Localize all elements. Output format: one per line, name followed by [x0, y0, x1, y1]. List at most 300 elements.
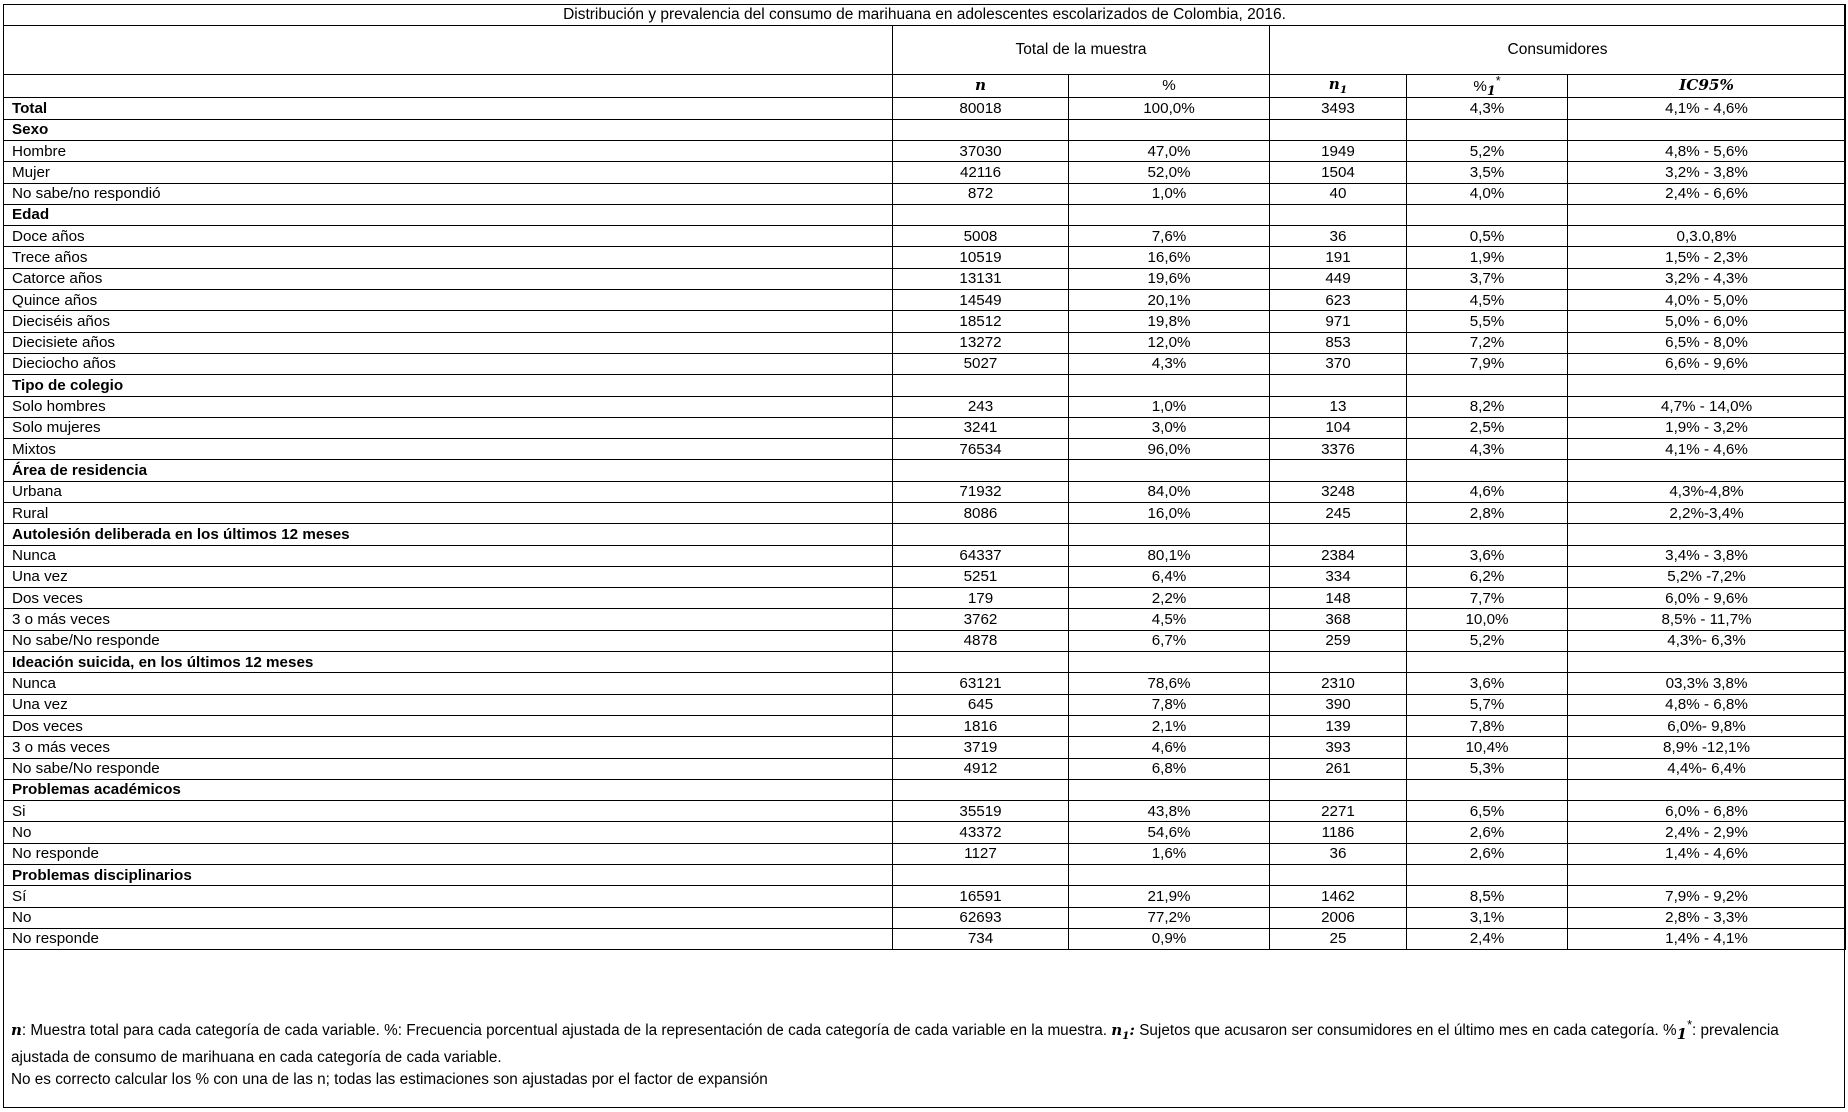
- section-row: [4, 375, 1846, 396]
- note-n-description: : Muestra total para cada categoría de cada variable. %: Frecuencia porcentual ajustada de la representación de cada categoría de cada variable en la muestra.: [21, 1022, 1112, 1040]
- section-row: [4, 652, 1846, 673]
- cell-pct1: 8,5%: [1407, 886, 1568, 907]
- cell-n1: [1270, 779, 1407, 800]
- cell-pct1: 7,8%: [1407, 715, 1568, 736]
- header-pct1-base: %: [1473, 77, 1487, 95]
- cell-n: 42116: [893, 162, 1069, 183]
- cell-n1: 1949: [1270, 140, 1407, 161]
- title-row: [4, 5, 1846, 26]
- cell-n: 3762: [893, 609, 1069, 630]
- header-n1: [1270, 74, 1407, 98]
- row-label: Catorce años: [4, 268, 893, 289]
- table-row: [4, 162, 1846, 183]
- cell-pct1: [1407, 119, 1568, 140]
- cell-n: 4912: [893, 758, 1069, 779]
- cell-n: 37030: [893, 140, 1069, 161]
- cell-pct1: 5,5%: [1407, 311, 1568, 332]
- table-row: [4, 630, 1846, 651]
- row-label: Total: [4, 98, 893, 119]
- cell-ic95: 6,6% - 9,6%: [1568, 353, 1846, 374]
- notes-expansion-factor: No es correcto calcular los % con una de las n; todas las estimaciones son ajustadas por el factor de expansión: [11, 1071, 768, 1089]
- cell-ic95: [1568, 524, 1846, 545]
- cell-n: 3241: [893, 417, 1069, 438]
- header-pct1: [1407, 74, 1568, 98]
- cell-pct1: 7,7%: [1407, 588, 1568, 609]
- cell-ic95: 2,2%-3,4%: [1568, 503, 1846, 524]
- cell-n1: 368: [1270, 609, 1407, 630]
- cell-ic95: 4,8% - 5,6%: [1568, 140, 1846, 161]
- cell-pct1: 7,9%: [1407, 353, 1568, 374]
- table-row: [4, 609, 1846, 630]
- table-row: [4, 396, 1846, 417]
- cell-n1: 390: [1270, 694, 1407, 715]
- row-label: Dieciocho años: [4, 353, 893, 374]
- cell-ic95: 4,1% - 4,6%: [1568, 98, 1846, 119]
- cell-n: 62693: [893, 907, 1069, 928]
- header-pct: %: [1069, 74, 1270, 98]
- cell-n: 64337: [893, 545, 1069, 566]
- table-row: [4, 332, 1846, 353]
- cell-n: 4878: [893, 630, 1069, 651]
- row-label: Edad: [4, 204, 893, 225]
- notes-definitions: [11, 1014, 1831, 1069]
- cell-n1: 36: [1270, 843, 1407, 864]
- cell-n: 872: [893, 183, 1069, 204]
- cell-pct1: [1407, 460, 1568, 481]
- cell-ic95: 4,3%- 6,3%: [1568, 630, 1846, 651]
- table-row: [4, 481, 1846, 502]
- cell-pct1: 5,3%: [1407, 758, 1568, 779]
- row-label: Hombre: [4, 140, 893, 161]
- header-n-symbol: n: [974, 76, 987, 95]
- cell-ic95: 4,4%- 6,4%: [1568, 758, 1846, 779]
- cell-n: [893, 119, 1069, 140]
- cell-n: 76534: [893, 439, 1069, 460]
- cell-n: [893, 460, 1069, 481]
- header-pct1-sub: 1: [1486, 82, 1496, 98]
- cell-n: 243: [893, 396, 1069, 417]
- cell-pct: 1,0%: [1069, 183, 1270, 204]
- row-label: Nunca: [4, 545, 893, 566]
- row-label: Una vez: [4, 566, 893, 587]
- note-n1-colon: :: [1129, 1021, 1135, 1040]
- cell-pct: 19,8%: [1069, 311, 1270, 332]
- cell-pct: [1069, 460, 1270, 481]
- cell-pct: 80,1%: [1069, 545, 1270, 566]
- section-row: [4, 779, 1846, 800]
- cell-pct1: 4,3%: [1407, 439, 1568, 460]
- cell-n1: 3493: [1270, 98, 1407, 119]
- cell-pct: 0,9%: [1069, 928, 1270, 949]
- row-label: Doce años: [4, 226, 893, 247]
- note-n1-symbol: [1111, 1021, 1135, 1043]
- cell-ic95: 1,4% - 4,1%: [1568, 928, 1846, 949]
- row-label: No sabe/no respondió: [4, 183, 893, 204]
- cell-n1: 393: [1270, 737, 1407, 758]
- cell-ic95: [1568, 460, 1846, 481]
- cell-n1: [1270, 375, 1407, 396]
- cell-ic95: [1568, 779, 1846, 800]
- header-ic95: [1568, 74, 1846, 98]
- cell-n1: 1504: [1270, 162, 1407, 183]
- table-row: [4, 353, 1846, 374]
- header-total-sample: Total de la muestra: [893, 26, 1270, 74]
- cell-ic95: 6,0% - 6,8%: [1568, 801, 1846, 822]
- cell-n1: 40: [1270, 183, 1407, 204]
- cell-n: 43372: [893, 822, 1069, 843]
- cell-ic95: 2,4% - 2,9%: [1568, 822, 1846, 843]
- cell-pct1: 0,5%: [1407, 226, 1568, 247]
- row-label: No responde: [4, 843, 893, 864]
- cell-n: 35519: [893, 801, 1069, 822]
- cell-pct: 78,6%: [1069, 673, 1270, 694]
- note-n1-sub: 1: [1122, 1030, 1130, 1043]
- cell-pct: 4,3%: [1069, 353, 1270, 374]
- table-row: [4, 588, 1846, 609]
- cell-pct1: [1407, 865, 1568, 886]
- cell-pct1: 2,6%: [1407, 843, 1568, 864]
- note-pct1-description: : prevalencia ajustada de consumo de marihuana en cada categoría de cada variable.: [11, 1022, 1779, 1067]
- cell-pct: 20,1%: [1069, 290, 1270, 311]
- note-pct1-sub: 1: [1676, 1025, 1688, 1044]
- cell-n1: 3248: [1270, 481, 1407, 502]
- cell-n: [893, 375, 1069, 396]
- section-row: [4, 524, 1846, 545]
- column-header-row: [4, 74, 1846, 98]
- cell-ic95: 1,9% - 3,2%: [1568, 417, 1846, 438]
- cell-pct1: 6,2%: [1407, 566, 1568, 587]
- cell-pct1: 5,2%: [1407, 140, 1568, 161]
- cell-pct: 100,0%: [1069, 98, 1270, 119]
- cell-pct: [1069, 119, 1270, 140]
- cell-pct1: 3,6%: [1407, 673, 1568, 694]
- cell-n: [893, 204, 1069, 225]
- note-pct1-sup: *: [1687, 1017, 1693, 1032]
- row-label: 3 o más veces: [4, 737, 893, 758]
- table-notes: [11, 1014, 1831, 1091]
- cell-pct: [1069, 204, 1270, 225]
- cell-pct: 6,7%: [1069, 630, 1270, 651]
- row-label: Ideación suicida, en los últimos 12 meses: [4, 652, 893, 673]
- cell-n1: [1270, 524, 1407, 545]
- cell-n: [893, 652, 1069, 673]
- cell-pct1: 3,1%: [1407, 907, 1568, 928]
- cell-ic95: 6,5% - 8,0%: [1568, 332, 1846, 353]
- table-row: [4, 886, 1846, 907]
- note-n1-base: n: [1111, 1021, 1123, 1040]
- cell-ic95: 1,4% - 4,6%: [1568, 843, 1846, 864]
- cell-pct: 4,5%: [1069, 609, 1270, 630]
- cell-ic95: 4,7% - 14,0%: [1568, 396, 1846, 417]
- table-row: [4, 503, 1846, 524]
- cell-n1: 104: [1270, 417, 1407, 438]
- cell-n: 71932: [893, 481, 1069, 502]
- cell-n: 179: [893, 588, 1069, 609]
- cell-n1: 245: [1270, 503, 1407, 524]
- cell-pct: 52,0%: [1069, 162, 1270, 183]
- cell-n1: 370: [1270, 353, 1407, 374]
- cell-pct1: 2,8%: [1407, 503, 1568, 524]
- cell-ic95: 3,4% - 3,8%: [1568, 545, 1846, 566]
- cell-n1: 261: [1270, 758, 1407, 779]
- table-row: [4, 673, 1846, 694]
- row-label: Área de residencia: [4, 460, 893, 481]
- cell-pct1: 3,7%: [1407, 268, 1568, 289]
- table-row: [4, 311, 1846, 332]
- cell-ic95: 6,0%- 9,8%: [1568, 715, 1846, 736]
- group-header-row: [4, 26, 1846, 74]
- row-label: Sexo: [4, 119, 893, 140]
- cell-ic95: 6,0% - 9,6%: [1568, 588, 1846, 609]
- note-n1-description: Sujetos que acusaron ser consumidores en el último mes en cada categoría.: [1134, 1022, 1664, 1040]
- row-label: Problemas académicos: [4, 779, 893, 800]
- cell-ic95: 4,1% - 4,6%: [1568, 439, 1846, 460]
- section-row: [4, 204, 1846, 225]
- row-label: Una vez: [4, 694, 893, 715]
- cell-pct1: 5,2%: [1407, 630, 1568, 651]
- cell-n1: 2384: [1270, 545, 1407, 566]
- cell-pct1: [1407, 779, 1568, 800]
- cell-pct1: 2,5%: [1407, 417, 1568, 438]
- row-label: Problemas disciplinarios: [4, 865, 893, 886]
- cell-pct1: [1407, 204, 1568, 225]
- cell-n: 10519: [893, 247, 1069, 268]
- cell-ic95: 8,5% - 11,7%: [1568, 609, 1846, 630]
- row-label: No: [4, 822, 893, 843]
- table-row: [4, 417, 1846, 438]
- cell-pct: 6,8%: [1069, 758, 1270, 779]
- cell-pct: [1069, 779, 1270, 800]
- cell-pct: 7,8%: [1069, 694, 1270, 715]
- cell-pct: 47,0%: [1069, 140, 1270, 161]
- row-label: Sí: [4, 886, 893, 907]
- cell-n: 734: [893, 928, 1069, 949]
- row-label: Trece años: [4, 247, 893, 268]
- row-label: No: [4, 907, 893, 928]
- cell-n1: 259: [1270, 630, 1407, 651]
- cell-pct: 2,2%: [1069, 588, 1270, 609]
- table-row: [4, 183, 1846, 204]
- table-row: [4, 268, 1846, 289]
- table-row: [4, 843, 1846, 864]
- cell-n: 8086: [893, 503, 1069, 524]
- row-label: Diecisiete años: [4, 332, 893, 353]
- table-row: [4, 545, 1846, 566]
- cell-pct1: 4,3%: [1407, 98, 1568, 119]
- row-label: No sabe/No responde: [4, 630, 893, 651]
- cell-ic95: [1568, 204, 1846, 225]
- row-label: Dos veces: [4, 715, 893, 736]
- cell-pct1: 4,0%: [1407, 183, 1568, 204]
- header-n1-symbol: [1328, 74, 1348, 96]
- section-row: [4, 460, 1846, 481]
- cell-pct: 16,0%: [1069, 503, 1270, 524]
- cell-pct: 1,6%: [1069, 843, 1270, 864]
- total-row: [4, 98, 1846, 119]
- cell-ic95: [1568, 652, 1846, 673]
- prevalence-table: [3, 4, 1846, 950]
- cell-n: [893, 779, 1069, 800]
- cell-pct1: 3,5%: [1407, 162, 1568, 183]
- cell-ic95: 4,8% - 6,8%: [1568, 694, 1846, 715]
- cell-pct: 19,6%: [1069, 268, 1270, 289]
- cell-ic95: [1568, 375, 1846, 396]
- cell-pct1: [1407, 375, 1568, 396]
- cell-n1: 148: [1270, 588, 1407, 609]
- cell-n: 1816: [893, 715, 1069, 736]
- header-ic95-text: IC95%: [1679, 76, 1734, 95]
- cell-n: 5027: [893, 353, 1069, 374]
- cell-pct: 1,0%: [1069, 396, 1270, 417]
- row-label: Solo hombres: [4, 396, 893, 417]
- row-label: Solo mujeres: [4, 417, 893, 438]
- header-n1-base: n: [1328, 74, 1340, 93]
- cell-pct1: 7,2%: [1407, 332, 1568, 353]
- cell-pct: 16,6%: [1069, 247, 1270, 268]
- cell-n1: 1186: [1270, 822, 1407, 843]
- cell-n: 5008: [893, 226, 1069, 247]
- cell-n: 1127: [893, 843, 1069, 864]
- cell-n1: 191: [1270, 247, 1407, 268]
- cell-pct: 54,6%: [1069, 822, 1270, 843]
- cell-n1: [1270, 119, 1407, 140]
- cell-n: 80018: [893, 98, 1069, 119]
- table-row: [4, 822, 1846, 843]
- cell-ic95: 3,2% - 4,3%: [1568, 268, 1846, 289]
- cell-n1: 2310: [1270, 673, 1407, 694]
- row-label: Nunca: [4, 673, 893, 694]
- cell-n1: [1270, 204, 1407, 225]
- table-row: [4, 439, 1846, 460]
- cell-ic95: [1568, 865, 1846, 886]
- cell-n1: 25: [1270, 928, 1407, 949]
- cell-n1: [1270, 460, 1407, 481]
- cell-pct1: 10,4%: [1407, 737, 1568, 758]
- cell-n1: [1270, 652, 1407, 673]
- cell-n1: 3376: [1270, 439, 1407, 460]
- cell-pct1: 3,6%: [1407, 545, 1568, 566]
- cell-n: 63121: [893, 673, 1069, 694]
- cell-pct: 12,0%: [1069, 332, 1270, 353]
- table-row: [4, 247, 1846, 268]
- cell-pct: [1069, 375, 1270, 396]
- cell-n1: 139: [1270, 715, 1407, 736]
- cell-n: [893, 524, 1069, 545]
- section-row: [4, 865, 1846, 886]
- cell-n1: 971: [1270, 311, 1407, 332]
- cell-ic95: [1568, 119, 1846, 140]
- cell-pct1: 10,0%: [1407, 609, 1568, 630]
- table-row: [4, 928, 1846, 949]
- cell-pct1: 5,7%: [1407, 694, 1568, 715]
- cell-n: 18512: [893, 311, 1069, 332]
- header-n1-sub: 1: [1339, 82, 1348, 96]
- cell-n1: 334: [1270, 566, 1407, 587]
- cell-n1: 1462: [1270, 886, 1407, 907]
- cell-n1: 449: [1270, 268, 1407, 289]
- row-label: No sabe/No responde: [4, 758, 893, 779]
- row-label: No responde: [4, 928, 893, 949]
- cell-pct1: 4,5%: [1407, 290, 1568, 311]
- cell-pct1: 6,5%: [1407, 801, 1568, 822]
- row-label: 3 o más veces: [4, 609, 893, 630]
- cell-pct1: 1,9%: [1407, 247, 1568, 268]
- cell-n: 13131: [893, 268, 1069, 289]
- row-label: Quince años: [4, 290, 893, 311]
- cell-ic95: 1,5% - 2,3%: [1568, 247, 1846, 268]
- row-label: Urbana: [4, 481, 893, 502]
- table-row: [4, 140, 1846, 161]
- cell-pct: 7,6%: [1069, 226, 1270, 247]
- cell-ic95: 2,4% - 6,6%: [1568, 183, 1846, 204]
- cell-pct1: 8,2%: [1407, 396, 1568, 417]
- table-row: [4, 290, 1846, 311]
- header-n: [893, 74, 1069, 98]
- table-row: [4, 715, 1846, 736]
- row-label: Tipo de colegio: [4, 375, 893, 396]
- table-row: [4, 566, 1846, 587]
- note-pct1-base: %: [1663, 1022, 1677, 1040]
- cell-pct1: 4,6%: [1407, 481, 1568, 502]
- row-label: Mujer: [4, 162, 893, 183]
- row-label: Si: [4, 801, 893, 822]
- row-label: Dieciséis años: [4, 311, 893, 332]
- cell-ic95: 3,2% - 3,8%: [1568, 162, 1846, 183]
- cell-ic95: 4,0% - 5,0%: [1568, 290, 1846, 311]
- cell-pct: 77,2%: [1069, 907, 1270, 928]
- cell-ic95: 2,8% - 3,3%: [1568, 907, 1846, 928]
- cell-pct: 21,9%: [1069, 886, 1270, 907]
- cell-n: 13272: [893, 332, 1069, 353]
- empty-header-cell: [4, 26, 893, 74]
- cell-pct: [1069, 865, 1270, 886]
- cell-ic95: 8,9% -12,1%: [1568, 737, 1846, 758]
- cell-n1: 623: [1270, 290, 1407, 311]
- header-consumers: Consumidores: [1270, 26, 1846, 74]
- row-label: Dos veces: [4, 588, 893, 609]
- cell-pct: 96,0%: [1069, 439, 1270, 460]
- cell-n: [893, 865, 1069, 886]
- cell-pct: 84,0%: [1069, 481, 1270, 502]
- cell-pct1: [1407, 524, 1568, 545]
- cell-n1: 13: [1270, 396, 1407, 417]
- cell-pct1: 2,4%: [1407, 928, 1568, 949]
- row-label: Autolesión deliberada en los últimos 12 meses: [4, 524, 893, 545]
- table-row: [4, 694, 1846, 715]
- cell-n1: 853: [1270, 332, 1407, 353]
- empty-subheader-cell: [4, 74, 893, 98]
- table-row: [4, 758, 1846, 779]
- cell-ic95: 4,3%-4,8%: [1568, 481, 1846, 502]
- cell-n: 3719: [893, 737, 1069, 758]
- cell-pct: [1069, 524, 1270, 545]
- cell-pct: 3,0%: [1069, 417, 1270, 438]
- cell-n: 16591: [893, 886, 1069, 907]
- cell-n1: 36: [1270, 226, 1407, 247]
- cell-pct: [1069, 652, 1270, 673]
- cell-ic95: 0,3.0,8%: [1568, 226, 1846, 247]
- section-row: [4, 119, 1846, 140]
- table-row: [4, 737, 1846, 758]
- cell-pct1: [1407, 652, 1568, 673]
- cell-n1: 2006: [1270, 907, 1407, 928]
- cell-n: 5251: [893, 566, 1069, 587]
- note-n-symbol: n: [11, 1021, 22, 1040]
- cell-pct: 43,8%: [1069, 801, 1270, 822]
- table-title: Distribución y prevalencia del consumo de marihuana en adolescentes escolarizados de Colombia, 2016.: [4, 5, 1846, 26]
- row-label: Mixtos: [4, 439, 893, 460]
- cell-ic95: 03,3% 3,8%: [1568, 673, 1846, 694]
